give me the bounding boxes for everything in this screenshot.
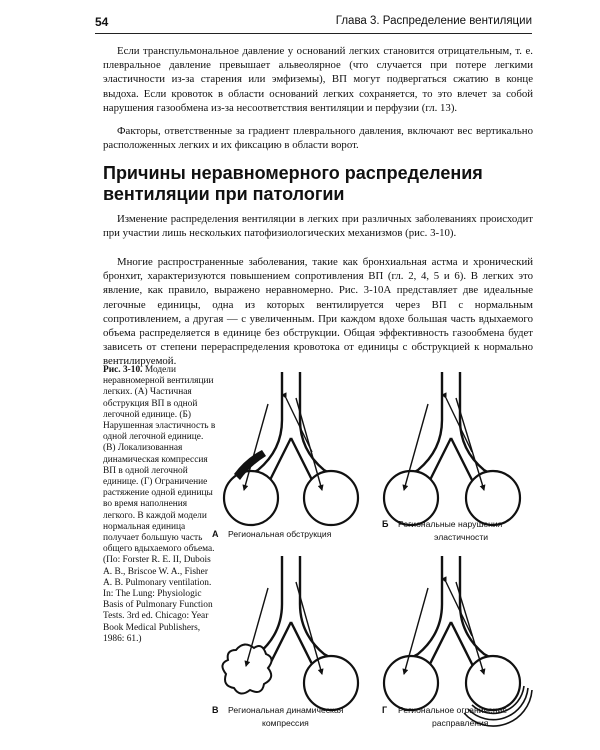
panel-c-letter: В bbox=[212, 705, 219, 715]
lung-unit-obstructed bbox=[224, 471, 278, 525]
panel-d-label-line2: расправления bbox=[432, 718, 489, 728]
panel-a-diagram bbox=[224, 372, 358, 525]
panel-c-label: Региональная динамическая bbox=[228, 705, 344, 715]
panel-b-label: Региональные нарушения bbox=[398, 519, 503, 529]
caption-label: Рис. 3-10. bbox=[103, 365, 143, 375]
paragraph: Изменение распределения вентиляции в легких при различных заболеваниях происходит при участии лишь нескольких патофизиологических механизмов (рис. 3-10). bbox=[103, 213, 533, 240]
panel-c-diagram bbox=[222, 556, 358, 710]
panel-c-label-line2: компрессия bbox=[262, 718, 309, 728]
chapter-title: Глава 3. Распределение вентиляции bbox=[335, 15, 532, 27]
lung-unit-normal bbox=[304, 471, 358, 525]
panel-d-diagram bbox=[384, 556, 532, 726]
page-number: 54 bbox=[95, 15, 109, 29]
panel-d-letter: Г bbox=[382, 705, 388, 715]
lung-unit-compressed bbox=[222, 644, 271, 693]
panel-b-letter: Б bbox=[382, 519, 389, 529]
panel-a-label: Региональная обструкция bbox=[228, 529, 332, 539]
panel-a-letter: А bbox=[212, 529, 219, 539]
paragraph: Если транспульмональное давление у оснований легких становится отрицательным, т. е. плевральное давление превышает альвеолярное (что случается при потере легкими эластичности из-за старения или эмфиземы), ВП могут подвергаться сжатию в конце выдоха. Если кровоток в области оснований легких сохраняется, то это влечет за собой нарушения газообмена из-за несоответствия вентиляции и перфузии (гл. 13). bbox=[103, 45, 533, 114]
paragraph: Многие распространенные заболевания, такие как бронхиальная астма и хронический бронхит, характеризуются повышением сопротивления ВП (гл. 2, 4, 5 и 6). В легких это явление, как правило, выражено неравномерно. Рис. 3-10А представляет две идеальные легочные единицы, одна из которых вентилируется через ВП с нормальным сопротивлением, а другая — с увеличенным. При каждом вдохе большая часть вдыхаемого объема распределяется в единице без обструкции. Общая эффективность газообмена будет зависеть от степени перераспределения кровотока от единицы с обструкцией к нормально вентилируемой. bbox=[103, 256, 533, 368]
caption-text: Модели неравномерной вентиляции легких. (А) Частичная обструкция ВП в одной легочной единице. (Б) Нарушенная эластичность в одной легочной единице. (В) Локализованная динамическая компрессия ВП в одной легочной единице. (Г) Ограничение растяжение одной единицы во время наполнения легкого. В каждой модели нормальная единица получает большую часть общего вдыхаемого объема. (По: Forster R. E. II, Dubois A. B., Briscoe W. A., Fisher A. B. Pulmonary ventilation. In: The Lung: Physiologic Basis of Pulmonary Function Tests. 3rd ed. Chicago: Year Book Medical Publishers, 1986: 61.) bbox=[103, 365, 216, 644]
panel-d-label: Региональное ограничение bbox=[398, 705, 508, 715]
panel-b-diagram bbox=[384, 372, 520, 525]
section-heading: Причины неравномерного распределения вентиляции при патологии bbox=[103, 163, 483, 204]
panel-b-label-line2: эластичности bbox=[434, 532, 489, 542]
paragraph: Факторы, ответственные за градиент плеврального давления, включают вес вертикально расположенных легких и их фиксацию в области ворот. bbox=[103, 125, 533, 152]
